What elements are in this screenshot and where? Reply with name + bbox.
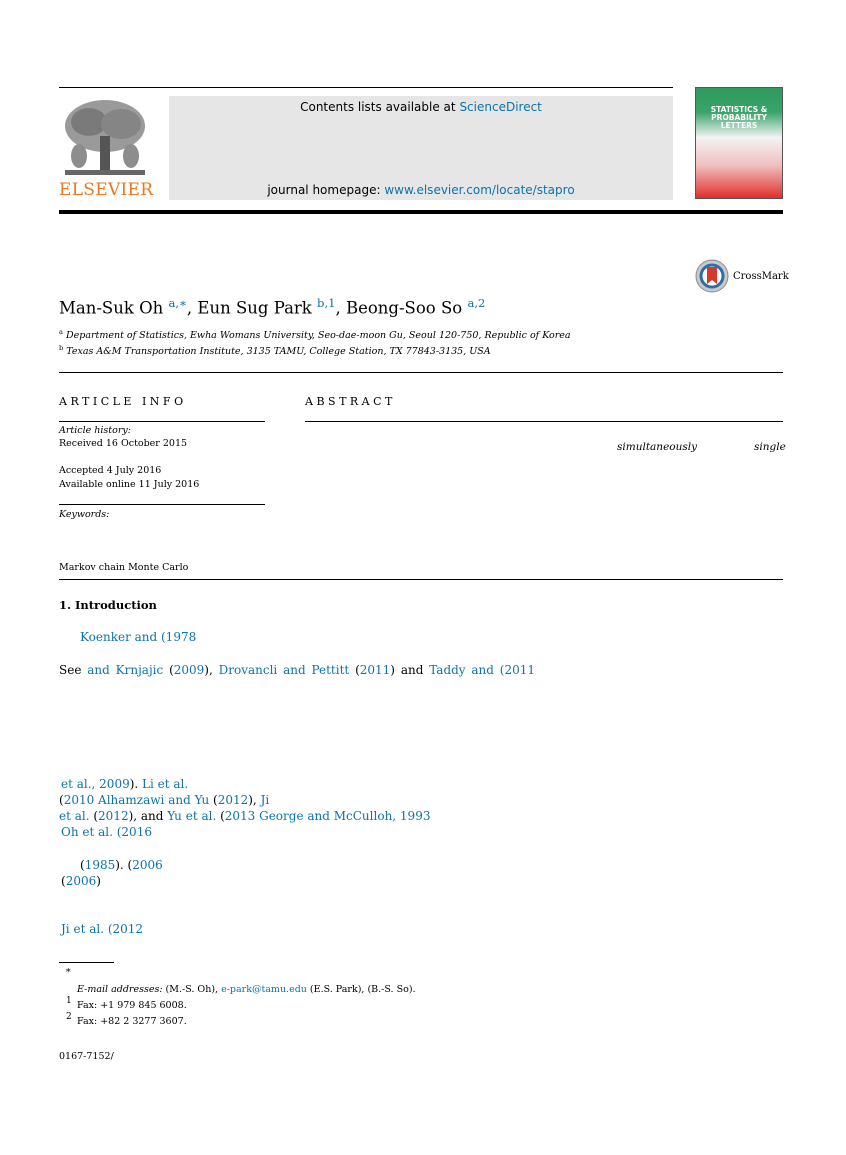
journal-cover bbox=[695, 87, 783, 199]
affiliation-rule bbox=[59, 372, 783, 373]
received-date: Received 16 October 2015 bbox=[59, 438, 188, 449]
intro-line-7: (1985). (2006 bbox=[80, 858, 163, 872]
citation-year-2012[interactable]: 2012 bbox=[217, 793, 249, 807]
article-info-rule bbox=[59, 421, 265, 422]
citation-krnjajic[interactable]: and Krnjajic bbox=[87, 663, 164, 677]
intro-line-9 bbox=[61, 922, 143, 936]
citation-year-2006b[interactable]: 2006 bbox=[65, 874, 97, 888]
citation-year-2009[interactable]: 2009 bbox=[173, 663, 205, 677]
keyword-item: Markov chain Monte Carlo bbox=[59, 562, 189, 573]
article-history-label: Article history: bbox=[59, 425, 131, 436]
intro-line-1 bbox=[80, 630, 196, 644]
intro-line-3: et al., 2009). Li et al. bbox=[61, 777, 189, 791]
intro-line-6 bbox=[61, 825, 152, 839]
journal-cover-title: STATISTICS & PROBABILITY LETTERS bbox=[710, 105, 768, 130]
citation-ji[interactable]: Ji bbox=[260, 793, 270, 807]
author-1: Man-Suk Oh bbox=[59, 298, 164, 318]
author-1-affil[interactable]: a,∗ bbox=[168, 296, 187, 310]
issn: 0167-7152/ bbox=[59, 1051, 114, 1062]
footnote-1: Fax: +1 979 845 6008. bbox=[77, 1000, 187, 1011]
citation-year-2011[interactable]: 2011 bbox=[359, 663, 391, 677]
intro-line-4: (2010 Alhamzawi and Yu (2012), Ji bbox=[59, 793, 270, 807]
citation-li[interactable]: Li et al. bbox=[142, 777, 189, 791]
contents-line: Contents lists available at ScienceDirect bbox=[300, 100, 542, 114]
sciencedirect-link[interactable]: ScienceDirect bbox=[459, 100, 542, 114]
journal-banner bbox=[169, 96, 673, 200]
abstract-heading: ABSTRACT bbox=[305, 395, 396, 408]
citation-year-1985[interactable]: 1985 bbox=[84, 858, 116, 872]
abstract-word-single: single bbox=[754, 441, 786, 453]
author-line: Man-Suk Oh $^{a,∗}$, Eun Sug Park $^{b,1}$, Beong-Soo So $^{a,2}$ bbox=[59, 296, 486, 318]
crossmark-icon bbox=[695, 259, 729, 293]
abstract-rule bbox=[305, 421, 783, 422]
homepage-line: journal homepage: www.elsevier.com/locate/stapro bbox=[267, 183, 575, 197]
email-link-park[interactable]: e-park@tamu.edu bbox=[221, 984, 307, 995]
affiliation-a: $^a$ Department of Statistics, Ewha Womans University, Seo-dae-moon Gu, Seoul 120-750, Republic of Korea bbox=[59, 328, 571, 342]
citation-ji-2012[interactable]: Ji et al. (2012 bbox=[61, 922, 144, 936]
citation-year-2012b[interactable]: 2012 bbox=[98, 809, 129, 823]
author-2-affil[interactable]: b,1 bbox=[317, 296, 336, 310]
intro-line-5: et al. (2012), and Yu et al. (2013 George and McCulloh, 1993 bbox=[59, 809, 431, 823]
citation-ji-et-al[interactable]: et al. bbox=[59, 809, 90, 823]
header-thick-rule bbox=[59, 210, 783, 214]
intro-line-8: (2006) bbox=[61, 874, 101, 888]
footnote-1-marker: 1 bbox=[66, 996, 72, 1006]
citation-et-al-2009[interactable]: et al., 2009 bbox=[61, 777, 130, 791]
citation-drovancli[interactable]: Drovancli and Pettitt bbox=[218, 663, 350, 677]
journal-homepage-link[interactable]: www.elsevier.com/locate/stapro bbox=[384, 183, 575, 197]
citation-alhamzawi[interactable]: 2010 Alhamzawi and Yu bbox=[63, 793, 210, 807]
citation-koenker[interactable]: Koenker and (1978 bbox=[80, 630, 197, 644]
footnote-2-marker: 2 bbox=[66, 1012, 72, 1022]
intro-line-2: See and Krnjajic (2009), Drovancli and Pettitt (2011) and Taddy and (2011 bbox=[59, 663, 536, 677]
publisher-name: ELSEVIER bbox=[59, 180, 154, 200]
accepted-date: Accepted 4 July 2016 bbox=[59, 465, 162, 476]
author-3: Beong-Soo So bbox=[345, 298, 463, 318]
abstract-bottom-rule bbox=[59, 579, 783, 580]
online-date: Available online 11 July 2016 bbox=[59, 479, 200, 490]
citation-yu[interactable]: Yu et al. bbox=[167, 809, 217, 823]
header-top-rule bbox=[59, 87, 673, 88]
citation-oh[interactable]: Oh et al. (2016 bbox=[61, 825, 152, 839]
footnote-email: E-mail addresses: (M.-S. Oh), e-park@tamu.edu (E.S. Park), (B.-S. So). bbox=[77, 984, 416, 995]
article-info-heading: ARTICLE INFO bbox=[59, 395, 187, 408]
author-2: Eun Sug Park bbox=[197, 298, 312, 318]
footnote-rule bbox=[59, 962, 114, 963]
crossmark-badge[interactable] bbox=[695, 259, 789, 293]
keywords-rule bbox=[59, 504, 265, 505]
footnote-star: ∗ bbox=[65, 965, 72, 976]
affiliation-b: $^b$ Texas A&M Transportation Institute, 3135 TAMU, College Station, TX 77843-3135, USA bbox=[59, 344, 491, 358]
crossmark-label: CrossMark bbox=[733, 271, 789, 282]
citation-year-2006[interactable]: 2006 bbox=[132, 858, 163, 872]
footnote-2: Fax: +82 2 3277 3607. bbox=[77, 1016, 187, 1027]
section-heading-introduction: 1. Introduction bbox=[59, 598, 157, 612]
abstract-word-simultaneously: simultaneously bbox=[617, 441, 698, 453]
elsevier-tree-icon bbox=[59, 96, 151, 178]
citation-taddy[interactable]: Taddy and (2011 bbox=[429, 663, 536, 677]
citation-george[interactable]: 2013 George and McCulloh, 1993 bbox=[224, 809, 431, 823]
elsevier-logo bbox=[59, 96, 154, 200]
keywords-label: Keywords: bbox=[59, 509, 110, 520]
author-3-affil[interactable]: a,2 bbox=[467, 296, 486, 310]
